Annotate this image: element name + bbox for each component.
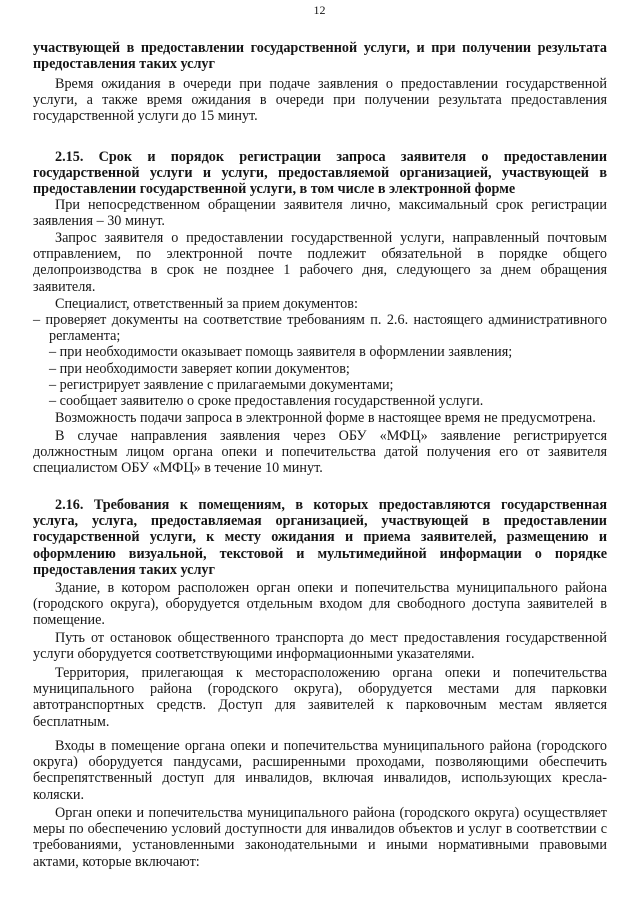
section-2-15-paragraph-3: Специалист, ответственный за прием документов: [55,296,358,312]
section-2-16-paragraph-5: Орган опеки и попечительства муниципального района (городского округа) осуществляет меры по обеспечению условий доступности для инвалидов объектов и услуг в соответствии с требованиями, установленными законодательными и иными нормативными правовыми актами, которые включают: [33,805,607,870]
list-item: – при необходимости оказывает помощь заявителя в оформлении заявления; [49,344,513,361]
section-2-16-paragraph-4: Входы в помещение органа опеки и попечительства муниципального района (городского округа) оборудуется пандусами, расширенными проходами, позволяющими обеспечить беспрепятственный доступ для инвалидов, включая инвалидов, использующих кресла-коляски. [33,738,607,803]
section-2-14-heading-continuation: участвующей в предоставлении государственной услуги, и при получении результата предоставления таких услуг [33,40,607,73]
section-2-14-paragraph: Время ожидания в очереди при подаче заявления о предоставлении государственной услуги, а также время ожидания в очереди при получении результата предоставления государственной услуги до 15 минут. [33,76,607,125]
list-item: – регистрирует заявление с прилагаемыми документами; [49,376,394,393]
section-2-15-heading: 2.15. Срок и порядок регистрации запроса заявителя о предоставлении государственной услуги и услуги, предоставляемой организацией, участвующей в предоставлении государственной услуги, в том числе в электронной форме [33,149,607,198]
section-2-16-paragraph-3: Территория, прилегающая к месторасположению органа опеки и попечительства муниципального района (городского округа), оборудуется местами для парковки автотранспортных средств. Доступ для заявителей к парковочным местам является бесплатным. [33,665,607,730]
list-item: – проверяет документы на соответствие требованиям п. 2.6. настоящего административного регламента; [33,312,607,345]
section-2-15-list [33,312,607,409]
section-2-15-paragraph-1: При непосредственном обращении заявителя лично, максимальный срок регистрации заявления – 30 минут. [33,197,607,230]
section-2-16-paragraph-1: Здание, в котором расположен орган опеки и попечительства муниципального района (городского округа), оборудуется отдельным входом для свободного доступа заявителей в помещение. [33,580,607,629]
list-item: – сообщает заявителю о сроке предоставления государственной услуги. [49,393,484,410]
section-2-15-paragraph-5: В случае направления заявления через ОБУ «МФЦ» заявление регистрируется должностным лицом органа опеки и попечительства датой получения его от заявителя специалистом ОБУ «МФЦ» в течение 10 минут. [33,428,607,477]
section-2-16-paragraph-2: Путь от остановок общественного транспорта до мест предоставления государственной услуги оборудуется соответствующими информационными указателями. [33,630,607,663]
page-number: 12 [313,3,326,17]
section-2-15-paragraph-4: Возможность подачи запроса в электронной форме в настоящее время не предусмотрена. [55,410,596,426]
section-2-16-heading: 2.16. Требования к помещениям, в которых предоставляются государственная услуга, услуга, предоставляемая организацией, участвующей в предоставлении государственной услуги, к месту ожидания и приема заявителей, размещению и оформлению визуальной, текстовой и мультимедийной информации о порядке предоставления таких услуг [33,497,607,578]
list-item: – при необходимости заверяет копии документов; [49,360,350,377]
section-2-15-paragraph-2: Запрос заявителя о предоставлении государственной услуги, направленный почтовым отправлением, по электронной почте подлежит обязательной в порядке общего делопроизводства в срок не позднее 1 рабочего дня, следующего за днем обращения заявителя. [33,230,607,295]
